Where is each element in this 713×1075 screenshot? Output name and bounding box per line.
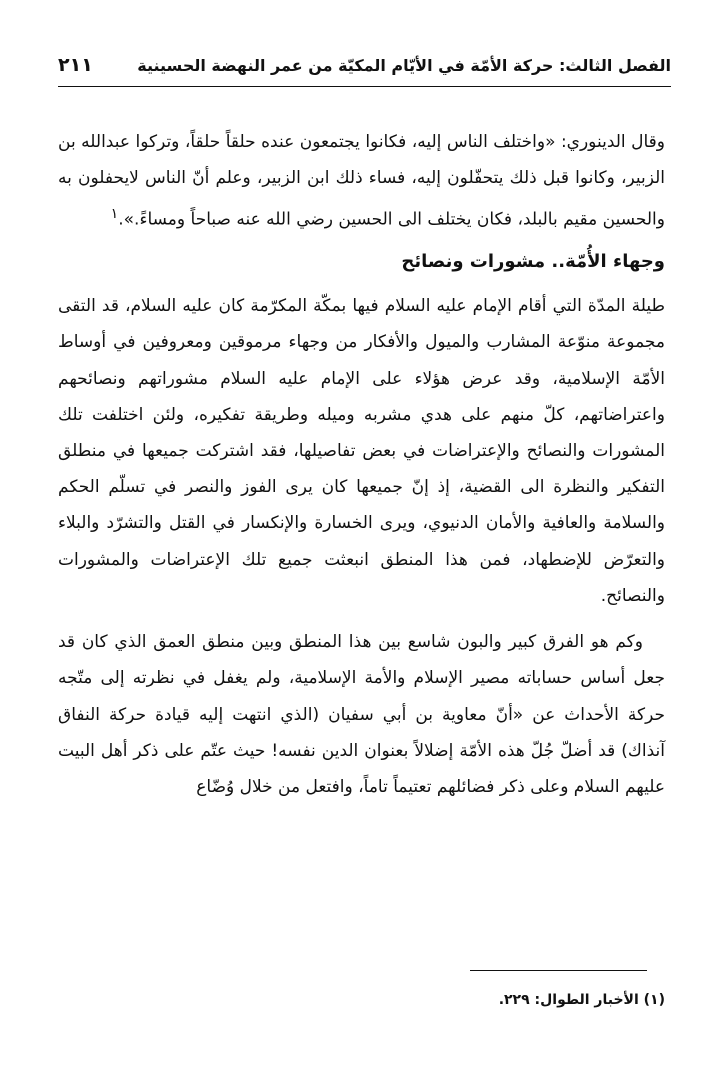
paragraph-1 [58,124,665,238]
paragraph-3: وكم هو الفرق كبير والبون شاسع بين هذا المنطق وبين منطق العمق الذي كان قد جعل أساس حساباته مصير الإسلام والأمة الإسلامية، ولم يغفل في نظرته إلى متّجه حركة الأحداث عن «أنّ معاوية بن أبي سفيان (الذي انتهت إليه قيادة حركة النفاق آنذاك) قد أضلّ جُلّ هذه الأمّة إضلالاً بعنوان الدين نفسه! حيث عتّم على ذكر أهل البيت عليهم السلام وعلى ذكر فضائلهم تعتيماً تاماً، وافتعل من خلال وُضّاع [58,632,665,797]
running-head [58,50,671,80]
header-divider [58,86,671,87]
footnote: (١) الأخبار الطوال: ٢٢٩. [498,992,665,1008]
section-heading: وجهاء الأُمّة.. مشورات ونصائح [401,251,665,273]
main-text [58,124,665,805]
footnote-reference: ١ [110,206,119,223]
paragraph-1-text: وقال الدينوري: «واختلف الناس إليه، فكانوا يجتمعون عنده حلقاً حلقاً، وتركوا عبدالله بن الزبير، وكانوا قبل ذلك يتحفّلون إليه، فساء ذلك ابن الزبير، وعلم أنّ الناس لايحفلون به والحسين مقيم بالبلد، فكان يختلف الى الحسين رضي الله عنه صباحاً ومساءً.». [58,132,665,231]
paragraph-gap [58,614,665,624]
chapter-subtitle: حركة الأمّة في الأيّام المكيّة من عمر النهضة الحسينية [137,55,559,75]
page-number: ٢١١ [58,54,93,76]
paragraph-2: طيلة المدّة التي أقام الإمام عليه السلام فيها بمكّة المكرّمة كان عليه السلام، قد التقى مجموعة منوّعة المشارب والميول والأفكار من وجهاء مرموقين ومعروفين في أوساط الأمّة الإسلامية، وقد عرض هؤلاء على الإمام عليه السلام مشوراتهم ونصائحهم واعتراضاتهم، كلّ منهم على هدي مشربه وميله وطريقة تفكيره، ولئن اختلفت تلك المشورات والنصائح والإعتراضات في بعض تفاصيلها، فقد اشتركت جميعها في منطلق التفكير والنظرة الى القضية، إذ إنّ جميعها كان يرى الفوز والنصر في تسلّم الحكم والسلامة والعافية والأمان الدنيوي، ويرى الخسارة والإنكسار في القتل والتشرّد والبلاء والتعرّض للإضطهاد، فمن هذا المنطق انبعثت جميع تلك الإعتراضات والمشورات والنصائح. [58,296,665,606]
chapter-label: الفصل الثالث: [559,55,671,75]
footnote-divider [470,970,647,971]
chapter-title [137,56,671,75]
